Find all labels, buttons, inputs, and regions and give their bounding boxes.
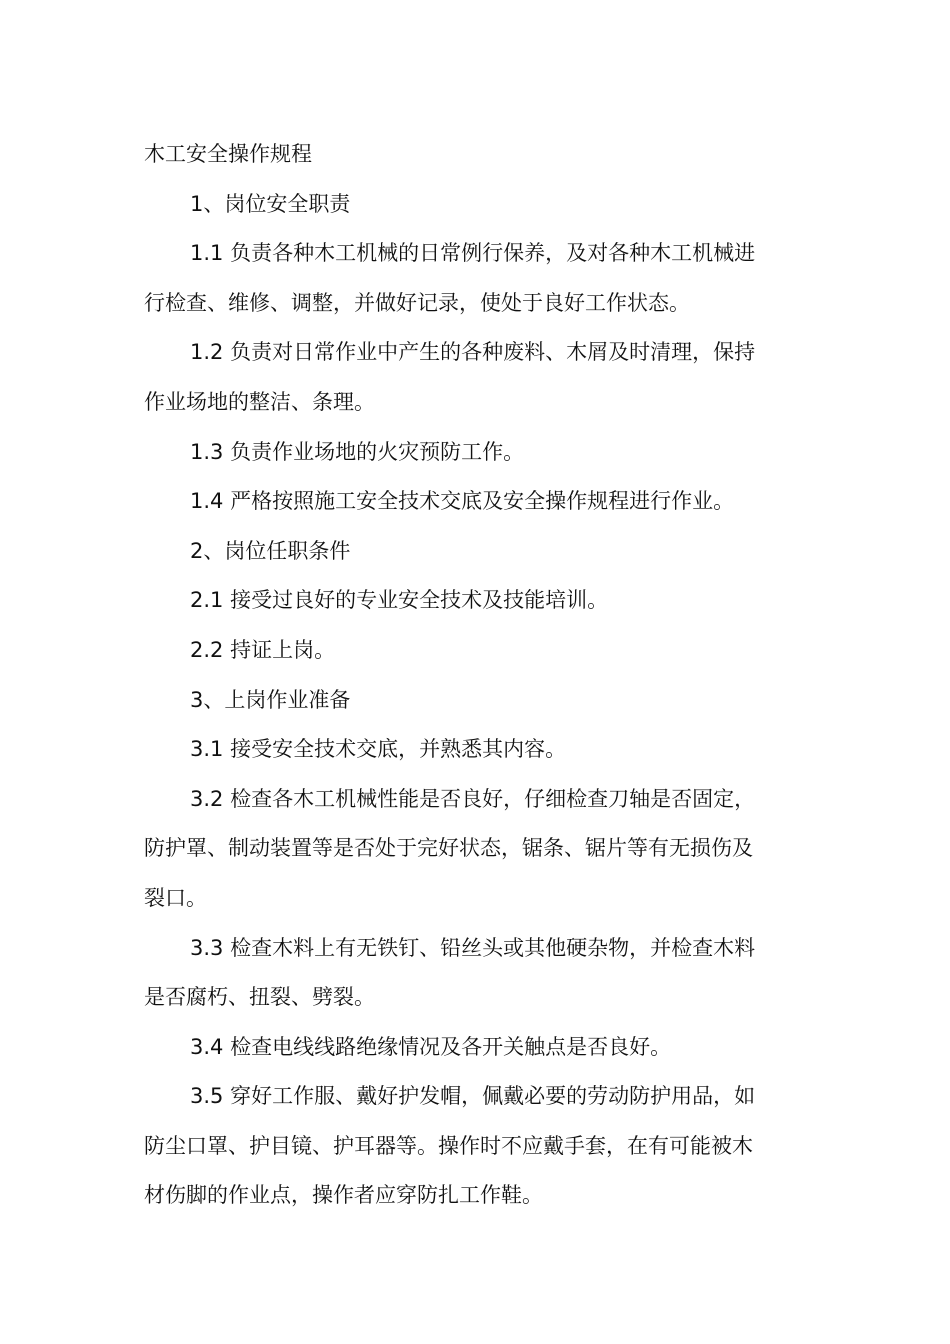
paragraph-1-1: 1.1 负责各种木工机械的日常例行保养，及对各种木工机械进 <box>190 241 756 266</box>
paragraph-3-5-continued: 防尘口罩、护目镜、护耳器等。操作时不应戴手套，在有可能被木 <box>144 1133 753 1158</box>
section-heading-2: 2、岗位任职条件 <box>190 538 351 563</box>
paragraph-2-1: 2.1 接受过良好的专业安全技术及技能培训。 <box>190 588 609 613</box>
paragraph-1-2-continued: 作业场地的整洁、条理。 <box>144 389 375 414</box>
paragraph-2-2: 2.2 持证上岗。 <box>190 637 336 662</box>
paragraph-1-3: 1.3 负责作业场地的火灾预防工作。 <box>190 439 525 464</box>
section-heading-3: 3、上岗作业准备 <box>190 687 351 712</box>
section-heading-1: 1、岗位安全职责 <box>190 191 351 216</box>
paragraph-3-3: 3.3 检查木料上有无铁钉、铅丝头或其他硬杂物，并检查木料 <box>190 935 756 960</box>
paragraph-3-2-continued: 防护罩、制动装置等是否处于完好状态，锯条、锯片等有无损伤及 <box>144 836 753 861</box>
paragraph-3-5-end: 材伤脚的作业点，操作者应穿防扎工作鞋。 <box>144 1183 543 1208</box>
paragraph-3-2-end: 裂口。 <box>144 885 207 910</box>
paragraph-1-4: 1.4 严格按照施工安全技术交底及安全操作规程进行作业。 <box>190 489 735 514</box>
paragraph-1-1-continued: 行检查、维修、调整，并做好记录，使处于良好工作状态。 <box>144 290 690 315</box>
paragraph-1-2: 1.2 负责对日常作业中产生的各种废料、木屑及时清理，保持 <box>190 340 756 365</box>
paragraph-3-5: 3.5 穿好工作服、戴好护发帽，佩戴必要的劳动防护用品，如 <box>190 1084 756 1109</box>
paragraph-3-4: 3.4 检查电线线路绝缘情况及各开关触点是否良好。 <box>190 1034 672 1059</box>
paragraph-3-2: 3.2 检查各木工机械性能是否良好，仔细检查刀轴是否固定， <box>190 786 756 811</box>
paragraph-3-1: 3.1 接受安全技术交底，并熟悉其内容。 <box>190 737 567 762</box>
document-body <box>144 130 808 1221</box>
document-title: 木工安全操作规程 <box>144 142 312 166</box>
paragraph-3-3-continued: 是否腐朽、扭裂、劈裂。 <box>144 985 375 1010</box>
